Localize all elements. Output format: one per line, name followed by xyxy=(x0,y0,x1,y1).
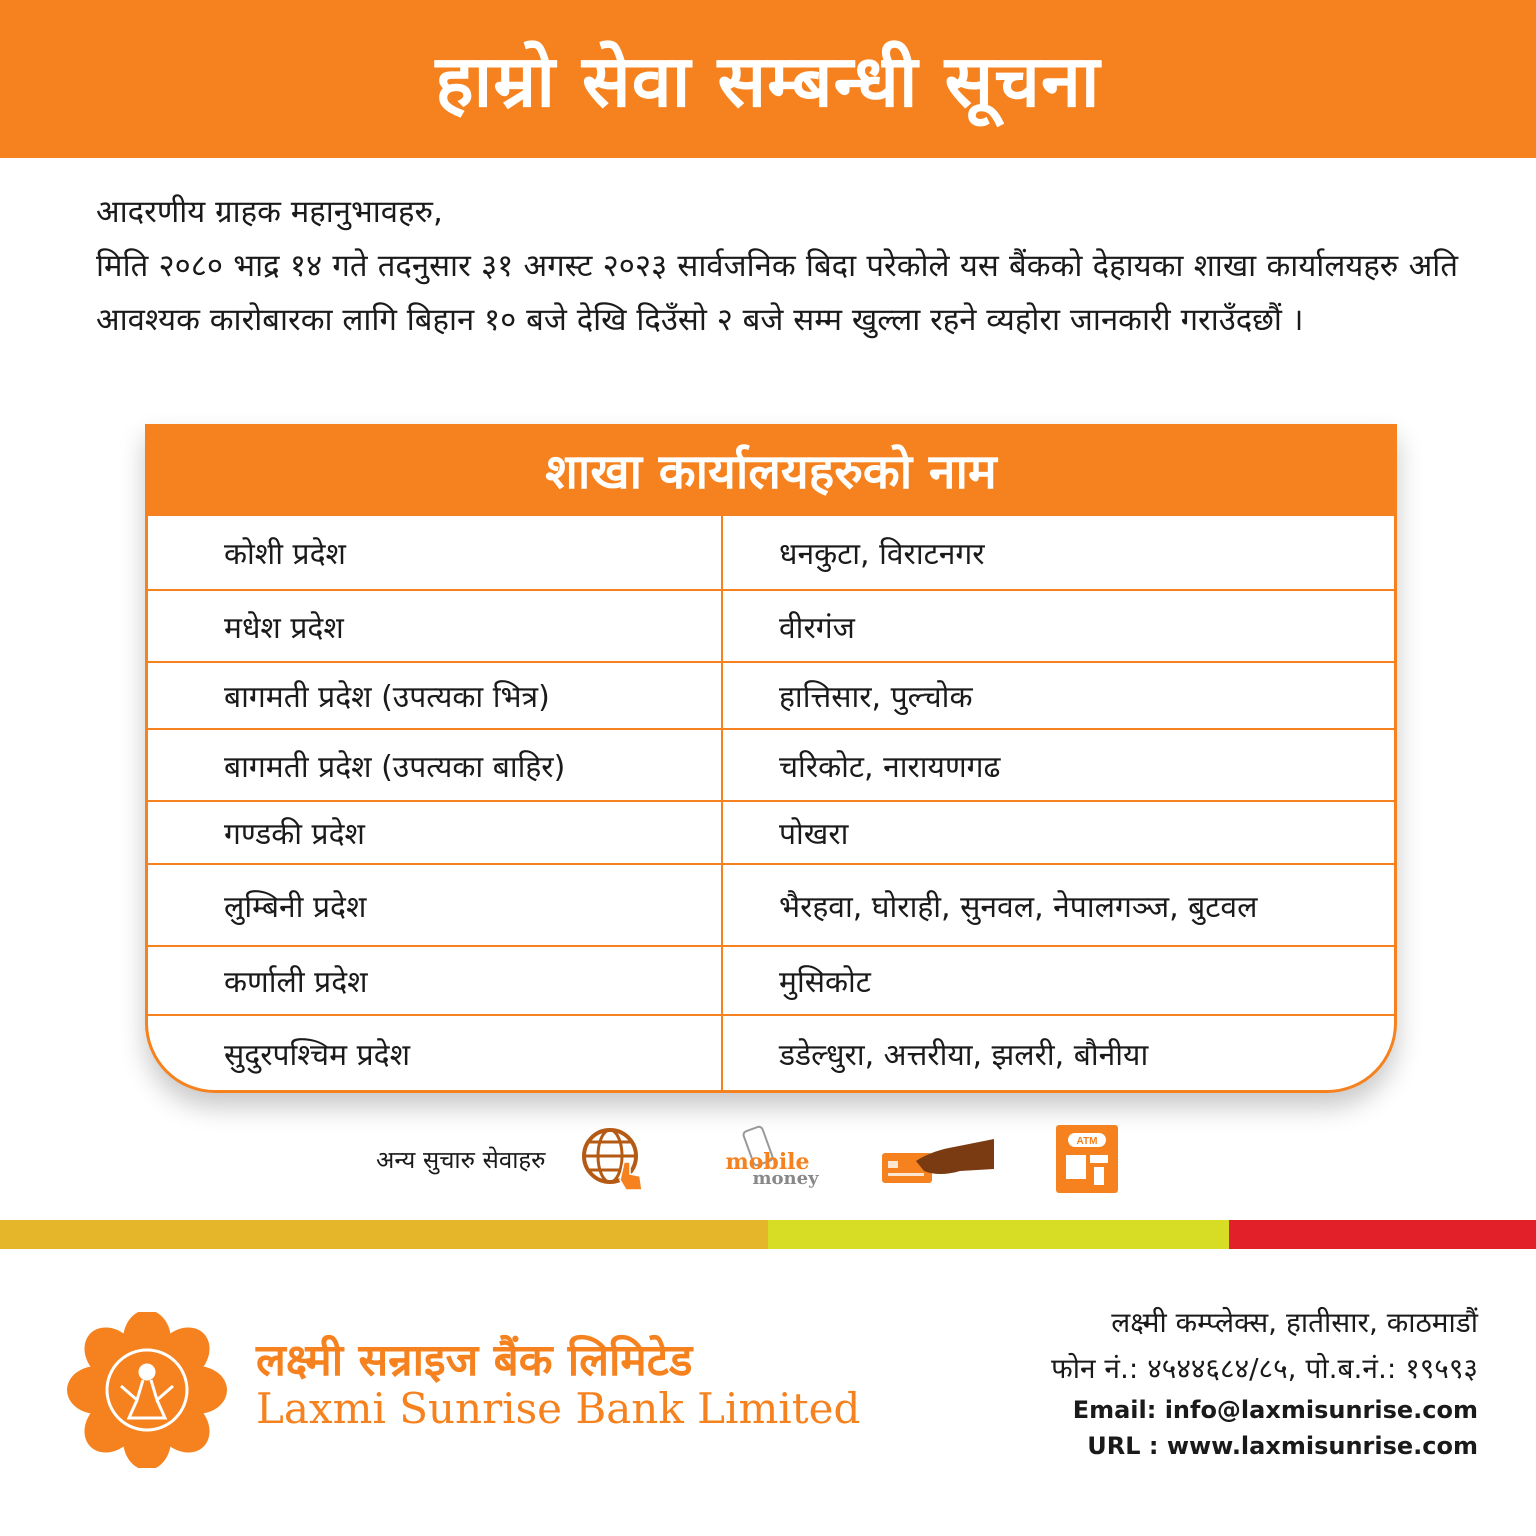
phone-number: फोन नं.: ४५४४६८४/८५, पो.ब.नं.: १९५९३ xyxy=(1051,1352,1478,1385)
color-band-red xyxy=(1229,1220,1536,1249)
province-cell: गण्डकी प्रदेश xyxy=(148,802,723,863)
bank-logo-icon xyxy=(62,1312,232,1468)
branches-cell: मुसिकोट xyxy=(779,965,871,1000)
table-row xyxy=(148,1014,1394,1090)
mobile-money-icon xyxy=(716,1124,820,1194)
table-row xyxy=(148,945,1394,1014)
services-label: अन्य सुचारु सेवाहरु xyxy=(376,1145,546,1174)
table-row xyxy=(148,800,1394,863)
email-link[interactable]: Email: info@laxmisunrise.com xyxy=(1072,1396,1478,1424)
branches-cell: पोखरा xyxy=(779,817,849,852)
province-cell: सुदुरपश्चिम प्रदेश xyxy=(148,1016,723,1090)
branches-cell: धनकुटा, विराटनगर xyxy=(779,537,985,572)
table-row xyxy=(148,516,1394,589)
other-services xyxy=(376,1122,1178,1196)
bank-name-english: Laxmi Sunrise Bank Limited xyxy=(256,1384,861,1433)
table-header xyxy=(148,424,1394,516)
table-row xyxy=(148,589,1394,661)
table-rows xyxy=(148,516,1394,1090)
table-title: शाखा कार्यालयहरुको नाम xyxy=(545,443,997,500)
province-cell: कर्णाली प्रदेश xyxy=(148,947,723,1014)
branches-cell: चरिकोट, नारायणगढ xyxy=(779,749,1001,785)
table-row xyxy=(148,863,1394,945)
branches-cell: डडेल्धुरा, अत्तरीया, झलरी, बौनीया xyxy=(779,1037,1149,1073)
table-row xyxy=(148,661,1394,728)
color-band-lime xyxy=(768,1220,1229,1249)
mobile-text: mobile xyxy=(725,1149,810,1175)
contact-info xyxy=(1051,1300,1478,1464)
province-cell: बागमती प्रदेश (उपत्यका बाहिर) xyxy=(148,730,723,800)
card-payment-icon xyxy=(880,1124,996,1194)
notice-title: हाम्रो सेवा सम्बन्धी सूचना xyxy=(435,39,1101,123)
atm-text: ATM xyxy=(1076,1136,1097,1147)
internet-banking-icon xyxy=(576,1124,656,1194)
money-text: money xyxy=(752,1168,819,1189)
color-band-gold xyxy=(0,1220,768,1249)
website-link[interactable]: URL : www.laxmisunrise.com xyxy=(1087,1432,1478,1460)
address: लक्ष्मी कम्प्लेक्स, हातीसार, काठमाडौं xyxy=(1111,1306,1478,1339)
intro-text xyxy=(96,185,1458,347)
branch-table xyxy=(145,424,1397,1093)
notice-header xyxy=(0,0,1536,158)
notice-body: मिति २०८० भाद्र १४ गते तदनुसार ३१ अगस्ट २०२३ सार्वजनिक बिदा परेकोले यस बैंकको देहायका शाखा कार्यालयहरु अति आवश्यक कारोबारका लागि बिहान १० बजे देखि दिउँसो २ बजे सम्म खुल्ला रहने व्यहोरा जानकारी गराउँदछौं । xyxy=(96,248,1458,338)
branches-cell: हात्तिसार, पुल्चोक xyxy=(779,680,973,715)
province-cell: लुम्बिनी प्रदेश xyxy=(148,865,723,945)
bank-name-nepali: लक्ष्मी सन्राइज बैंक लिमिटेड xyxy=(256,1335,693,1386)
province-cell: कोशी प्रदेश xyxy=(148,516,723,589)
atm-icon xyxy=(1056,1124,1118,1194)
branches-cell: भैरहवा, घोराही, सुनवल, नेपालगञ्ज, बुटवल xyxy=(779,889,1258,925)
table-row xyxy=(148,728,1394,800)
province-cell: बागमती प्रदेश (उपत्यका भित्र) xyxy=(148,663,723,728)
greeting: आदरणीय ग्राहक महानुभावहरु, xyxy=(96,194,443,230)
branches-cell: वीरगंज xyxy=(779,610,855,646)
province-cell: मधेश प्रदेश xyxy=(148,591,723,661)
